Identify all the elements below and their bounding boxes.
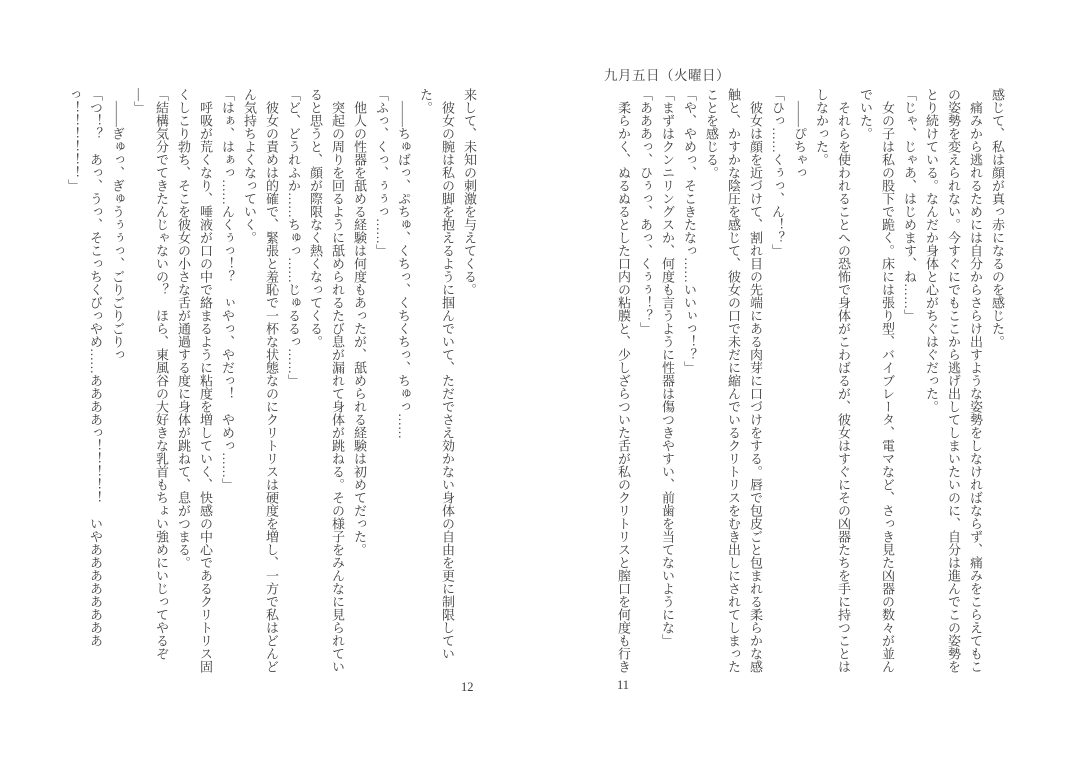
text-paragraph: 他人の性器を舐める経験は何度もあったが、舐められる経験は初めてだった。	[352, 101, 367, 556]
text-paragraph: 「まずはクンニリングスか、何度も言うように性器は傷つきやすい、前歯を当てないようにな」	[660, 88, 675, 647]
text-paragraph: 「はぁ、はぁっ……んくぅっ！？ ぃやっ、やだっ！ やめっ……」	[220, 88, 235, 491]
text-paragraph: 来して、未知の刺激を与えてくる。	[462, 88, 477, 296]
text-paragraph: 彼女は顔を近づけて、割れ目の先端にある肉芽に口づけをする。唇で包皮ごと包まれる柔らかな感触と、かすかな陰圧を感じて、彼女の口で未だに縮んでいるクリトリスをむき出しにされてしまったことを感じる。	[704, 88, 763, 673]
text-paragraph: 「ひっ……くぅっ、ん！？」	[770, 88, 785, 257]
text-paragraph: ――ぎゅっ、ぎゅうぅぅっ、ごりごりごりっ	[110, 101, 125, 361]
text-paragraph: 痛みから逃れるためには自分からさらけ出すような姿勢をしなければならず、痛みをこらえてもこの姿勢を変えられない。今すぐにでもここから逃げ出してしまいたいのに、自分は進んでこの姿勢をとり続けている。なんだか身体と心がちぐはぐだった。	[924, 88, 983, 673]
text-paragraph: 「あああっ、ひぅっ、あっ、くぅぅ！？」	[638, 88, 653, 335]
page-number-left: 12	[461, 680, 474, 694]
text-paragraph: 感じて、私は顔が真っ赤になるのを感じた。	[990, 88, 1005, 348]
text-paragraph: 「ど、どうれふか……ちゅっ……じゅるるっ……」	[286, 88, 301, 387]
text-paragraph: ――ぴちゃっ	[792, 101, 807, 179]
text-paragraph: 突起の周りを回るように舐められるたび息が漏れて身体が跳ねる。その様子をみんなに見られていると思うと、顔が際限なく熱くなってくる。	[308, 88, 345, 673]
text-paragraph: ――ちゅばっ、ぷちゅ、くちっ、くちくちっ、ちゅっ……	[396, 101, 411, 439]
page-left-text	[62, 88, 480, 673]
text-paragraph: 「結構気分でてきたんじゃないの？ ほら、東風谷の大好きな乳首もちょい強めにいじってやるぞ―」	[132, 88, 169, 660]
text-paragraph: 柔らかく、ぬるぬるとした口内の粘膜と、少しざらついた舌が私のクリトリスと膣口を何度も行き	[616, 101, 631, 673]
page-right-text	[612, 88, 1008, 673]
text-paragraph: 「や、やめっ、そこきたなっ……いいぃっ！？」	[682, 88, 697, 374]
text-paragraph: 彼女の腕は私の脚を抱えるように掴んでいて、ただでさえ効かない身体の自由を更に制限していた。	[418, 88, 455, 660]
page-number-right: 11	[617, 678, 630, 692]
chapter-date-header: 九月五日（火曜日）	[604, 68, 730, 83]
text-paragraph: 「ふっ、くっ、ぅぅっ……」	[374, 88, 389, 257]
text-paragraph: 女の子は私の股下で跪く。床には張り型、バイブレータ、電マなど、さっき見た凶器の数々が並んでいた。	[858, 88, 895, 673]
text-paragraph: それらを使われることへの恐怖で身体がこわばるが、彼女はすぐにその凶器たちを手に持つことはしなかった。	[814, 88, 851, 673]
text-paragraph: 呼吸が荒くなり、唾液が口の中で絡まるように粘度を増していく、快感の中心であるクリトリス固くしこり勃ち、そこを彼女の小さな舌が通過する度に身体が跳ねて、息がつまる。	[176, 88, 213, 673]
text-paragraph: 「じゃ、じゃあ、はじめます、ね……」	[902, 88, 917, 322]
text-paragraph: 彼女の責めは的確で、緊張と羞恥で一杯な状態なのにクリトリスは硬度を増し、一方で私はどんどん気持ちよくなっていく。	[242, 88, 279, 673]
text-paragraph: 「つ！？ あっ、うっ、そこっちくびっやめ……ああああっ！！！！！ いやああああああああっ！！！！！！」	[66, 88, 103, 647]
